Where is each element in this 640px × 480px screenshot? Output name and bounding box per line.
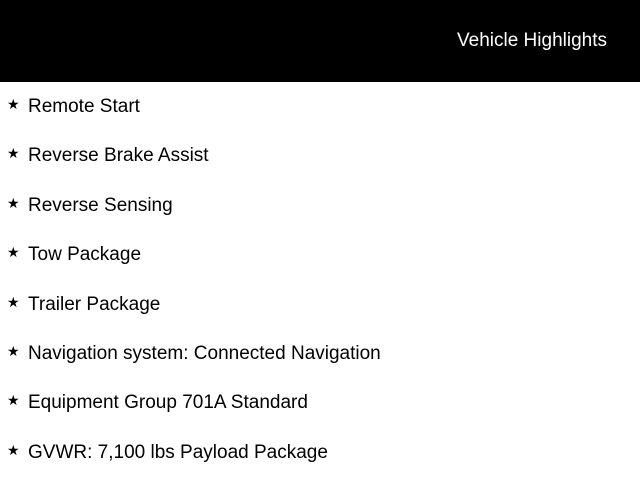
highlight-label: Navigation system: Connected Navigation — [28, 342, 381, 364]
list-item — [0, 181, 640, 230]
star-icon: ★ — [7, 145, 20, 162]
star-icon: ★ — [7, 392, 20, 409]
page-title: Vehicle Highlights — [457, 30, 607, 51]
highlight-label: Reverse Sensing — [28, 194, 173, 216]
highlight-label: Remote Start — [28, 96, 140, 117]
highlight-label: Tow Package — [28, 244, 142, 266]
highlight-label: Trailer Package — [28, 293, 161, 315]
star-icon: ★ — [7, 293, 20, 310]
star-icon: ★ — [7, 194, 20, 211]
list-item — [0, 378, 640, 427]
highlight-label: Reverse Brake Assist — [28, 145, 209, 167]
star-icon: ★ — [7, 342, 20, 359]
star-icon: ★ — [7, 244, 20, 261]
list-item — [0, 82, 640, 131]
star-icon: ★ — [7, 441, 20, 458]
highlight-label: GVWR: 7,100 lbs Payload Package — [28, 441, 328, 463]
highlight-label: Equipment Group 701A Standard — [28, 392, 308, 414]
list-item — [0, 131, 640, 180]
list-item — [0, 230, 640, 279]
vehicle-highlights-list — [0, 82, 640, 477]
header-bar — [0, 0, 640, 82]
list-item — [0, 280, 640, 329]
list-item — [0, 329, 640, 378]
list-item — [0, 428, 640, 477]
star-icon: ★ — [7, 96, 20, 112]
